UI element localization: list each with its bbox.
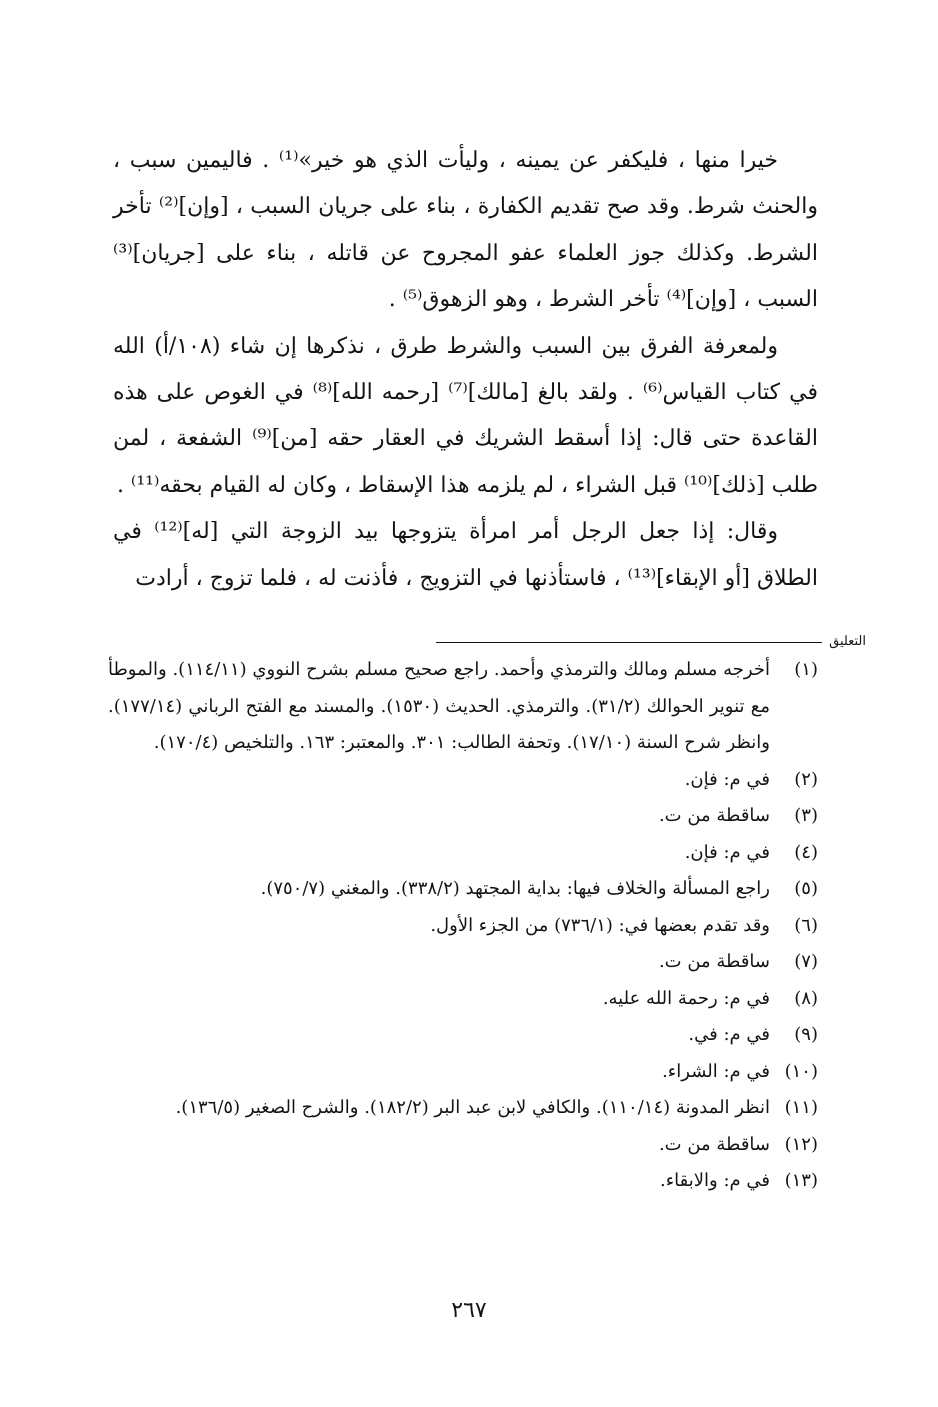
footnote-number: (١١) bbox=[784, 1097, 818, 1118]
footnote-number: (١٢) bbox=[784, 1133, 818, 1155]
footnote-number: (١٣) bbox=[784, 1170, 818, 1191]
footnote-item bbox=[108, 871, 818, 908]
footnote-item bbox=[108, 762, 818, 799]
footnote-number: (٥) bbox=[794, 878, 818, 899]
footnote-item bbox=[108, 981, 818, 1018]
footnote-label: التعليق bbox=[829, 634, 866, 649]
footnote-text: في م: فإن. bbox=[684, 768, 770, 790]
footnote-number: (٨) bbox=[794, 987, 818, 1009]
footnote-item bbox=[108, 1017, 818, 1054]
footnote-text: أخرجه مسلم ومالك والترمذي وأحمد. راجع صحيح مسلم بشرح النووي (١١٤/١١). والموطأ مع تنوير الحوالك (٣١/٢). والترمذي. الحديث (١٥٣٠). والمسند مع الفتح الرباني (١٧٧/١٤). وانظر شرح السنة (١٧/١٠). وتحفة الطالب: ٣٠١. والمعتبر: ١٦٣. والتلخيص (١٧٠/٤). bbox=[108, 659, 770, 753]
footnote-item bbox=[108, 1090, 818, 1127]
main-paragraph: خيرا منها ، فليكفر عن يمينه ، وليأت الذي هو خير»⁽¹⁾ . فاليمين سبب ، والحنث شرط. وقد صح تقديم الكفارة ، بناء على جريان السبب ، [وإن]⁽²⁾ تأخر الشرط. وكذلك جوز العلماء عفو المجروح عن قاتله ، بناء على [جريان]⁽³⁾ السبب ، [وإن]⁽⁴⁾ تأخر الشرط ، وهو الزهوق⁽⁵⁾ . bbox=[113, 148, 819, 313]
footnote-item bbox=[108, 798, 818, 835]
main-paragraph: ولمعرفة الفرق بين السبب والشرط طرق ، نذكرها إن شاء (١٠٨/أ) الله في كتاب القياس⁽⁶⁾ . ولقد بالغ [مالك]⁽⁷⁾ [رحمه الله]⁽⁸⁾ في الغوص على هذه القاعدة حتى قال: إذا أسقط الشريك في العقار حقه [من]⁽⁹⁾ الشفعة ، لمن طلب [ذلك]⁽¹⁰⁾ قبل الشراء ، لم يلزمه هذا الإسقاط ، وكان له القيام بحقه⁽¹¹⁾ . bbox=[113, 333, 819, 498]
footnote-text: وقد تقدم بعضها في: (٧٣٦/١) من الجزء الأول. bbox=[430, 914, 770, 936]
footnote-item bbox=[108, 1127, 818, 1164]
footnote-item bbox=[108, 908, 818, 945]
footnote-item bbox=[108, 652, 818, 762]
footnote-divider bbox=[436, 642, 822, 643]
footnote-number: (١) bbox=[794, 659, 818, 680]
footnote-item bbox=[108, 1054, 818, 1091]
footnote-number: (١٠) bbox=[784, 1060, 818, 1082]
footnote-number: (٤) bbox=[794, 841, 818, 863]
main-text bbox=[113, 138, 818, 602]
footnote-text: في م: في. bbox=[688, 1024, 770, 1045]
footnote-text: ساقطة من ت. bbox=[658, 951, 770, 972]
footnote-text: في م: فإن. bbox=[684, 841, 770, 863]
footnote-item bbox=[108, 944, 818, 981]
footnote-number: (٦) bbox=[794, 914, 818, 936]
main-paragraph: وقال: إذا جعل الرجل أمر امرأة يتزوجها بيد الزوجة التي [له]⁽¹²⁾ في الطلاق [أو الإبقاء]⁽¹³⁾ ، فاستأذنها في التزويج ، فأذنت له ، فلما تزوج ، أرادت bbox=[113, 519, 818, 591]
footnote-text: في م: والابقاء. bbox=[659, 1170, 770, 1191]
footnote-text: في م: رحمة الله عليه. bbox=[602, 987, 770, 1009]
footnote-item bbox=[108, 835, 818, 872]
footnote-number: (٧) bbox=[794, 951, 818, 972]
footnote-number: (٩) bbox=[794, 1024, 818, 1045]
footnote-text: ساقطة من ت. bbox=[658, 1133, 770, 1155]
footnote-number: (٣) bbox=[794, 805, 818, 826]
page-number: ٢٦٧ bbox=[451, 1298, 487, 1323]
footnotes bbox=[108, 652, 818, 1200]
footnote-item bbox=[108, 1163, 818, 1200]
footnote-text: راجع المسألة والخلاف فيها: بداية المجتهد (٣٣٨/٢). والمغني (٧٥٠/٧). bbox=[260, 878, 770, 899]
footnote-text: في م: الشراء. bbox=[662, 1060, 770, 1082]
footnote-number: (٢) bbox=[794, 768, 818, 790]
footnote-text: ساقطة من ت. bbox=[658, 805, 770, 826]
footnote-text: انظر المدونة (١١٠/١٤). والكافي لابن عبد البر (١٨٢/٢). والشرح الصغير (١٣٦/٥). bbox=[175, 1097, 770, 1118]
